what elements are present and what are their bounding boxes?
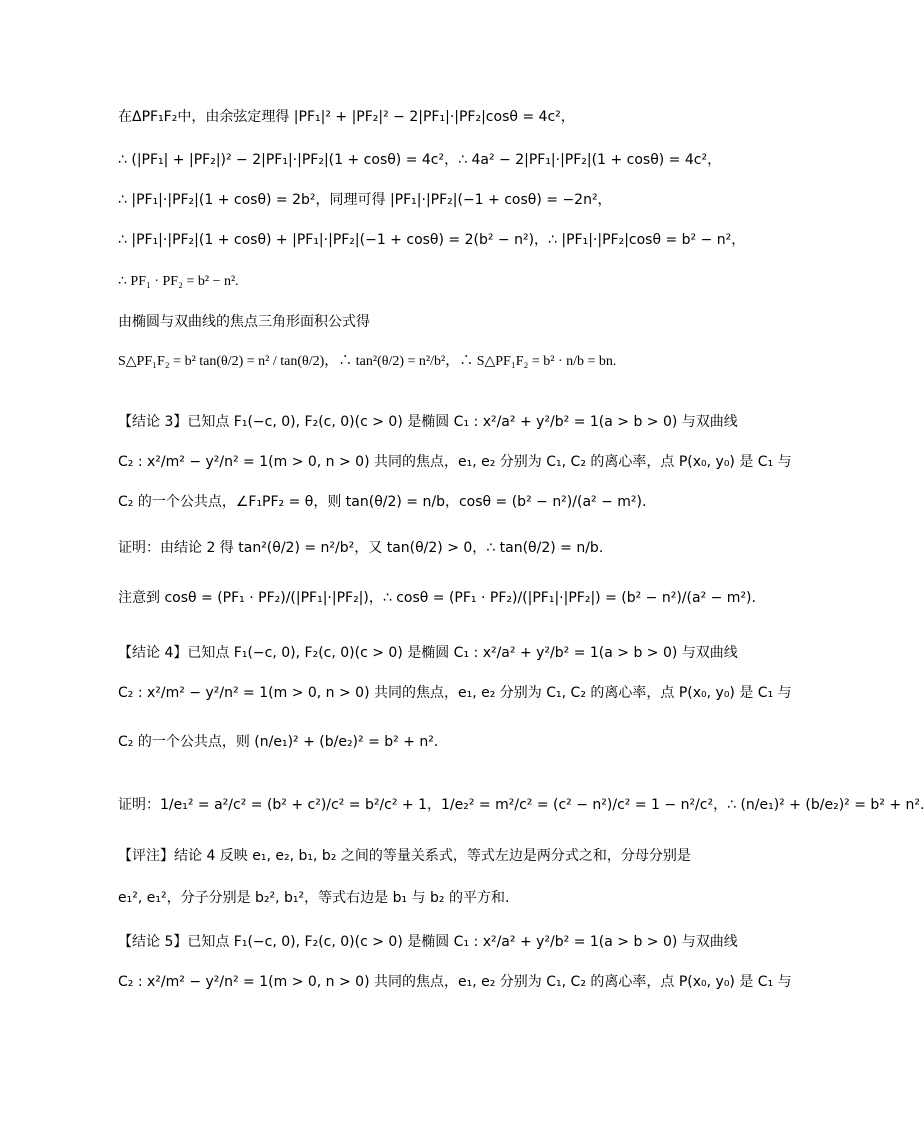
conclusion-4-line-3: C₂ 的一个公共点，则 (n/e₁)² + (b/e₂)² = b² + n². bbox=[118, 734, 439, 750]
proof-3-line-1: 证明：由结论 2 得 tan²(θ/2) = n²/b²，又 tan(θ/2) > 0，∴ tan(θ/2) = n/b. bbox=[118, 540, 604, 556]
conclusion-5-line-2: C₂ : x²/m² − y²/n² = 1(m > 0, n > 0) 共同的焦点，e₁, e₂ 分别为 C₁, C₂ 的离心率，点 P(x₀, y₀) 是 C₁ 与 bbox=[118, 974, 792, 990]
text-line-product-cos: ∴ |PF₁|·|PF₂|(1 + cosθ) + |PF₁|·|PF₂|(−1 + cosθ) = 2(b² − n²)，∴ |PF₁|·|PF₂|cosθ = b² − n²， bbox=[118, 232, 746, 248]
remark-line-1: 【评注】结论 4 反映 e₁, e₂, b₁, b₂ 之间的等量关系式，等式左边是两分式之和，分母分别是 bbox=[118, 848, 691, 864]
conclusion-3-line-1: 【结论 3】已知点 F₁(−c, 0), F₂(c, 0)(c > 0) 是椭圆 C₁ : x²/a² + y²/b² = 1(a > b > 0) 与双曲线 bbox=[118, 414, 738, 430]
conclusion-3-line-2: C₂ : x²/m² − y²/n² = 1(m > 0, n > 0) 共同的焦点，e₁, e₂ 分别为 C₁, C₂ 的离心率，点 P(x₀, y₀) 是 C₁ 与 bbox=[118, 454, 792, 470]
conclusion-4-line-2: C₂ : x²/m² − y²/n² = 1(m > 0, n > 0) 共同的焦点，e₁, e₂ 分别为 C₁, C₂ 的离心率，点 P(x₀, y₀) 是 C₁ 与 bbox=[118, 685, 792, 701]
conclusion-5-line-1: 【结论 5】已知点 F₁(−c, 0), F₂(c, 0)(c > 0) 是椭圆 C₁ : x²/a² + y²/b² = 1(a > b > 0) 与双曲线 bbox=[118, 934, 738, 950]
proof-3-line-2: 注意到 cosθ = (PF₁ · PF₂)/(|PF₁|·|PF₂|)，∴ cosθ = (PF₁ · PF₂)/(|PF₁|·|PF₂|) = (b² − n²)/(a² − m²). bbox=[118, 590, 756, 606]
text-line-cosine-law: 在ΔPF₁F₂中，由余弦定理得 |PF₁|² + |PF₂|² − 2|PF₁|·|PF₂|cosθ = 4c²， bbox=[118, 109, 575, 125]
conclusion-3-line-3: C₂ 的一个公共点，∠F₁PF₂ = θ，则 tan(θ/2) = n/b，cosθ = (b² − n²)/(a² − m²). bbox=[118, 494, 647, 510]
proof-4-line: 证明：1/e₁² = a²/c² = (b² + c²)/c² = b²/c² + 1，1/e₂² = m²/c² = (c² − n²)/c² = 1 − n²/c²，∴ (n/e₁)² + (b/e₂)² = b² + n². bbox=[118, 797, 924, 813]
text-line-product-2b2: ∴ |PF₁|·|PF₂|(1 + cosθ) = 2b²，同理可得 |PF₁|·|PF₂|(−1 + cosθ) = −2n²， bbox=[118, 192, 612, 208]
remark-line-2: e₁², e₁²，分子分别是 b₂², b₁²，等式右边是 b₁ 与 b₂ 的平方和. bbox=[118, 890, 510, 906]
conclusion-4-line-1: 【结论 4】已知点 F₁(−c, 0), F₂(c, 0)(c > 0) 是椭圆 C₁ : x²/a² + y²/b² = 1(a > b > 0) 与双曲线 bbox=[118, 645, 738, 661]
text-line-dot-product: ∴ PF₁ · PF₂ = b² − n². bbox=[118, 274, 239, 289]
text-line-area-formula-intro: 由椭圆与双曲线的焦点三角形面积公式得 bbox=[118, 314, 370, 330]
text-line-area-formula: S△PF₁F₂ = b² tan(θ/2) = n² / tan(θ/2)，∴ tan²(θ/2) = n²/b²，∴ S△PF₁F₂ = b² · n/b = bn. bbox=[118, 354, 617, 369]
text-line-sum-squared: ∴ (|PF₁| + |PF₂|)² − 2|PF₁|·|PF₂|(1 + cosθ) = 4c²，∴ 4a² − 2|PF₁|·|PF₂|(1 + cosθ) = 4c²， bbox=[118, 152, 722, 168]
